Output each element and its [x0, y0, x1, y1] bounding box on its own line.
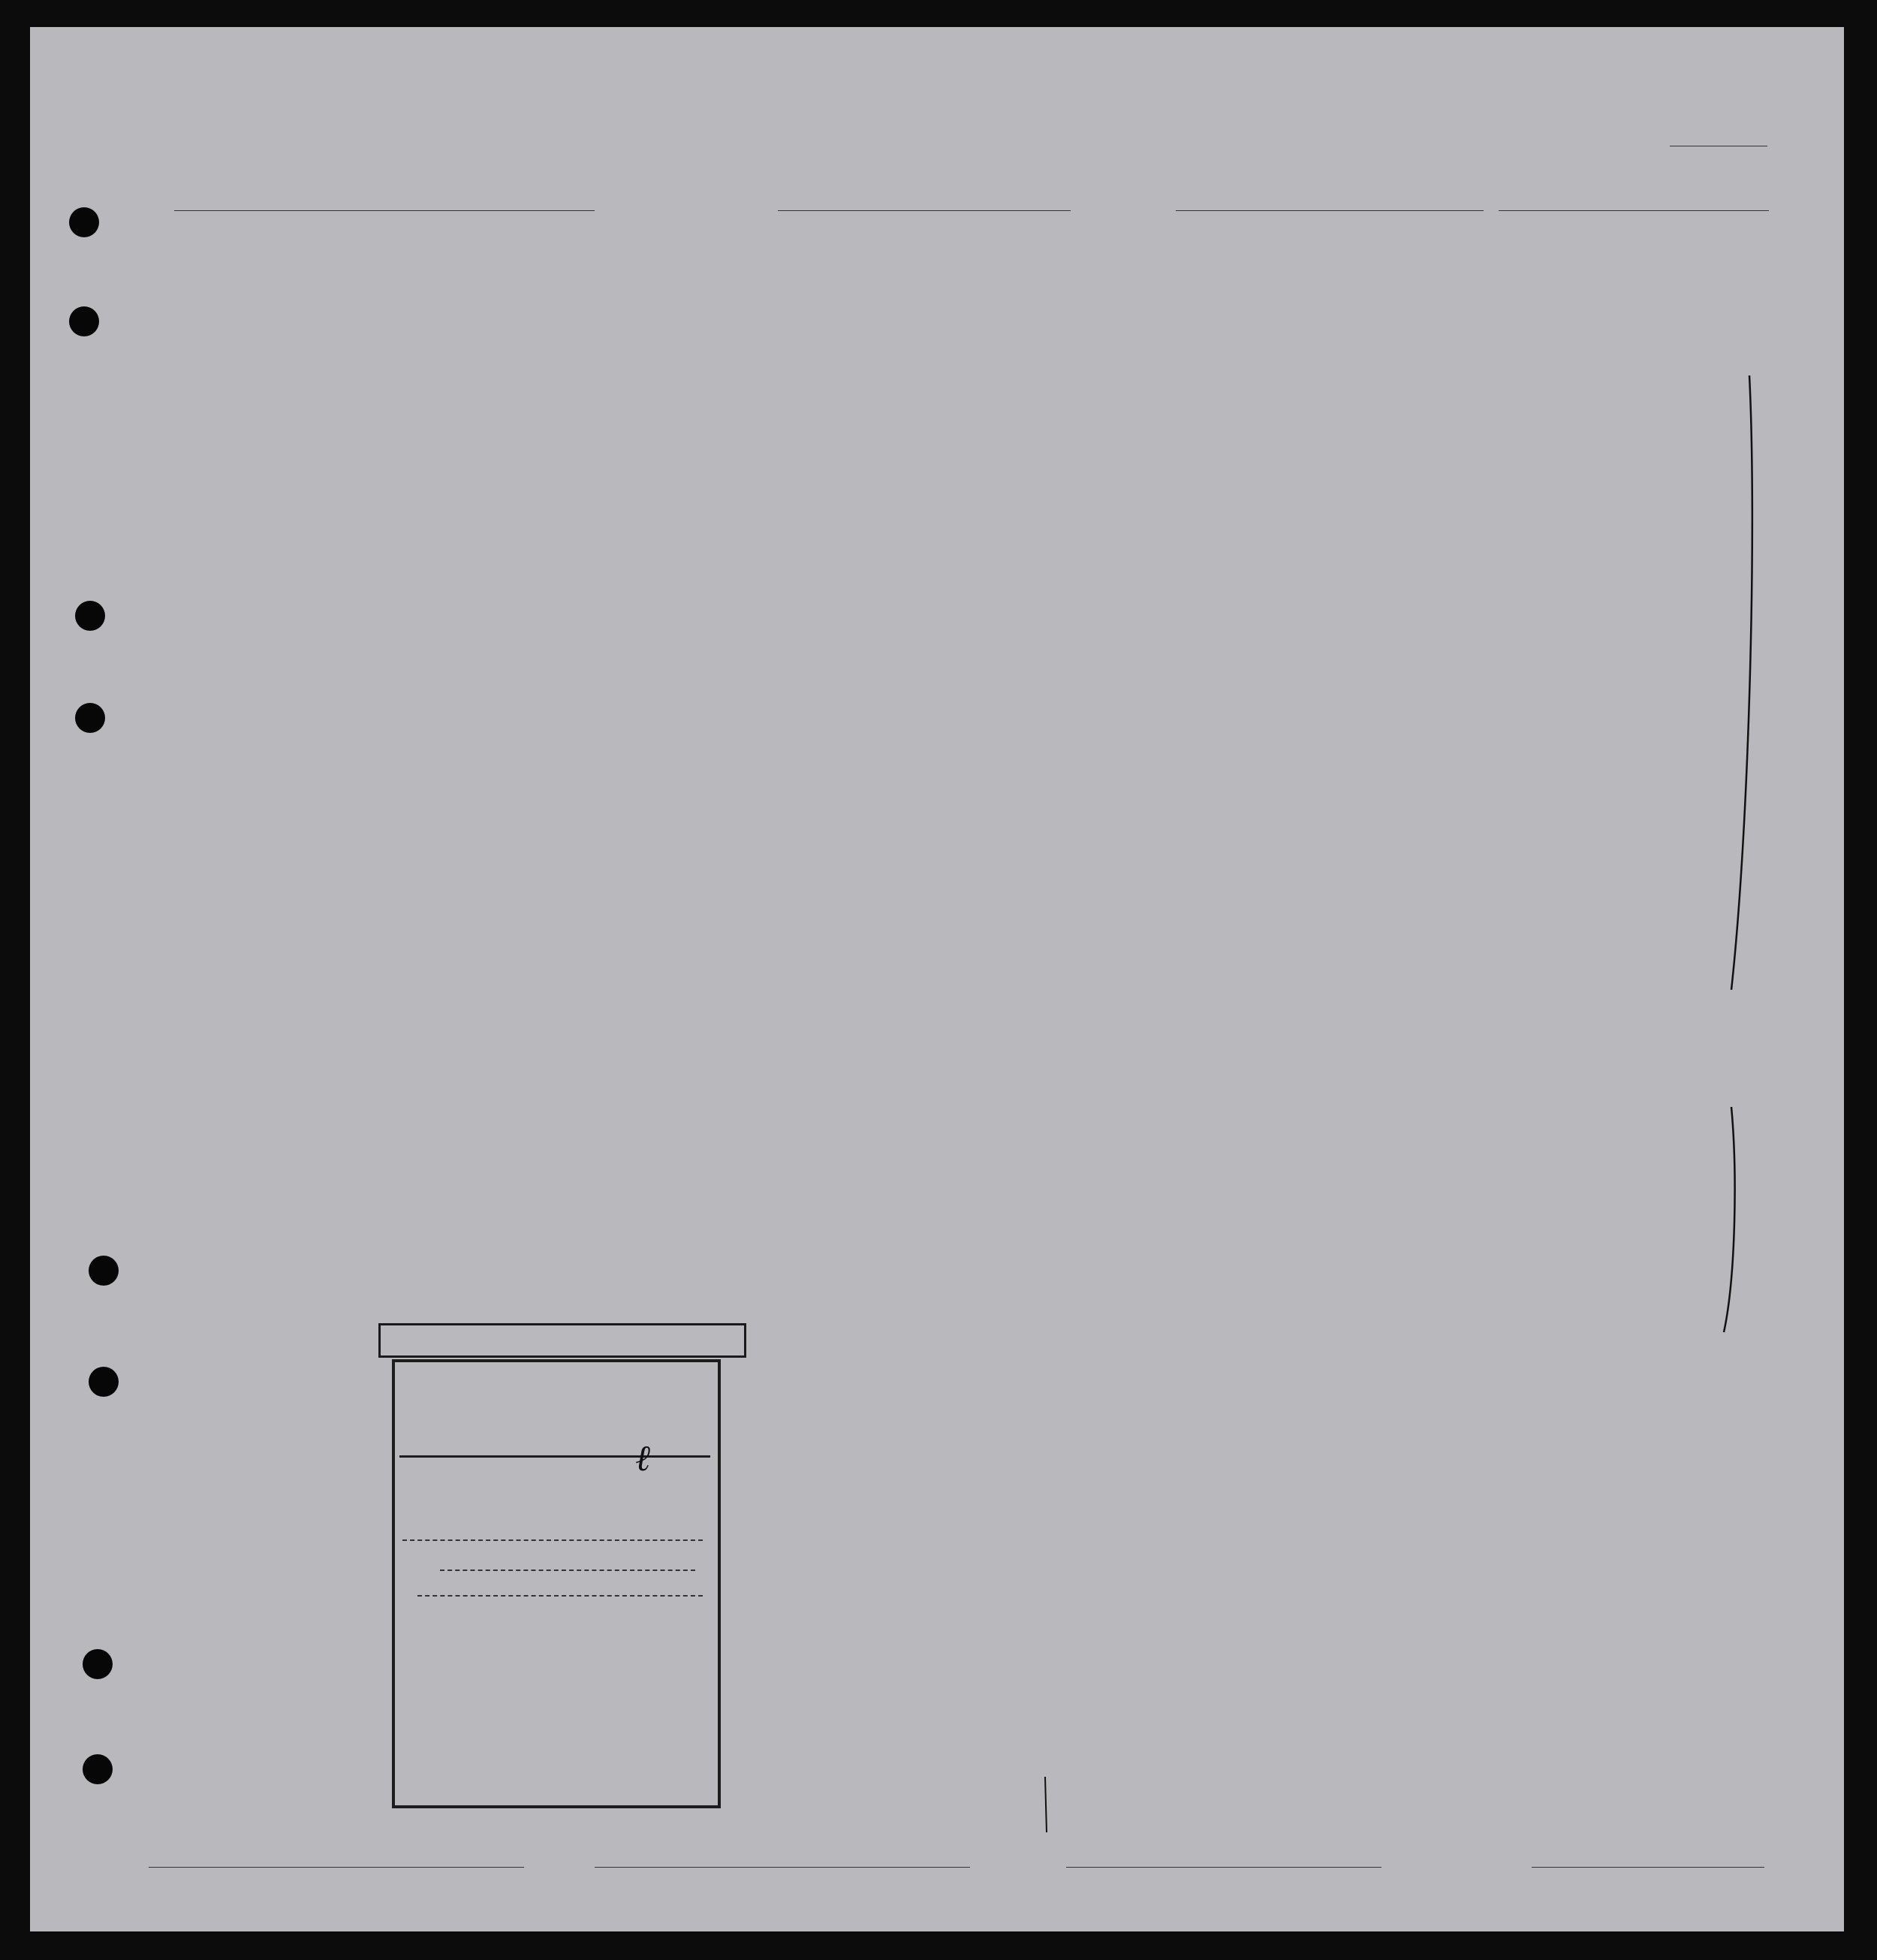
- visa-stamp: ℓ: [392, 1359, 721, 1808]
